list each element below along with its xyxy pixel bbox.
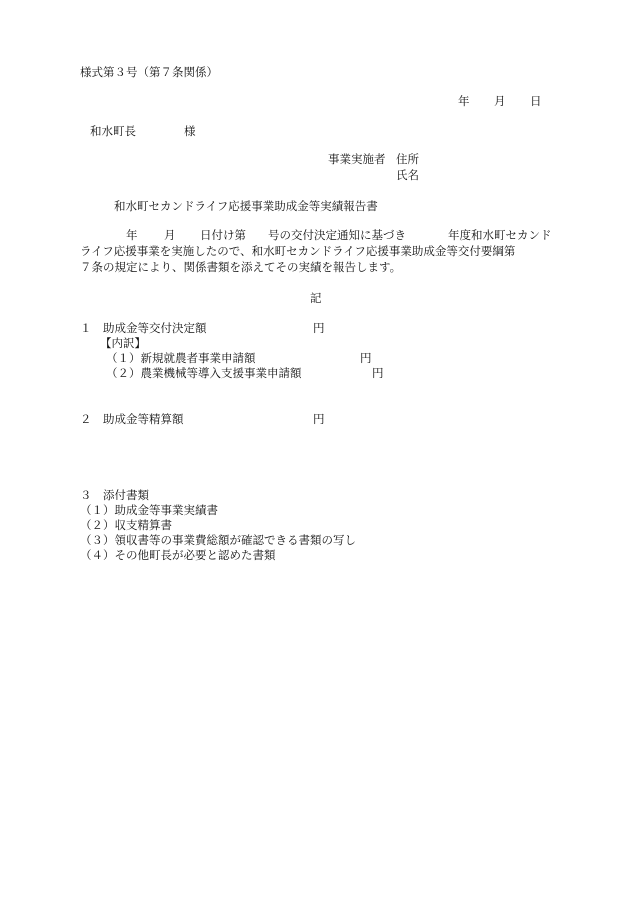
body-number-suffix: 号の交付決定通知に基づき bbox=[268, 228, 406, 242]
section-2-yen: 円 bbox=[313, 412, 325, 426]
attachment-item-2: （２）収支精算書 bbox=[80, 518, 172, 532]
breakdown-item-1-yen: 円 bbox=[360, 351, 372, 365]
applicant-name-label: 氏名 bbox=[396, 168, 419, 182]
section-3-label: ３ 添付書類 bbox=[80, 488, 149, 502]
body-line-2: ライフ応援事業を実施したので、和水町セカンドライフ応援事業助成金等交付要綱第 bbox=[80, 244, 516, 258]
breakdown-label: 【内訳】 bbox=[100, 336, 146, 350]
form-number: 様式第３号（第７条関係） bbox=[80, 65, 218, 79]
section-2-label: ２ 助成金等精算額 bbox=[80, 412, 184, 426]
body-month: 月 bbox=[164, 228, 176, 242]
date-year: 年 bbox=[458, 94, 470, 108]
attachment-item-1: （１）助成金等事業実績書 bbox=[80, 503, 218, 517]
applicant-role: 事業実施者 bbox=[328, 152, 386, 166]
breakdown-item-1-label: （１）新規就農者事業申請額 bbox=[106, 351, 256, 365]
body-day-prefix: 日付け第 bbox=[200, 228, 246, 242]
date-day: 日 bbox=[530, 94, 542, 108]
body-line-3: ７条の規定により、関係書類を添えてその実績を報告します。 bbox=[80, 260, 402, 274]
applicant-address-label: 住所 bbox=[396, 152, 419, 166]
attachment-item-4: （４）その他町長が必要と認めた書類 bbox=[80, 548, 276, 562]
ki-heading: 記 bbox=[310, 291, 322, 305]
breakdown-item-2-label: （２）農業機械等導入支援事業申請額 bbox=[106, 366, 302, 380]
date-month: 月 bbox=[494, 94, 506, 108]
breakdown-item-2-yen: 円 bbox=[372, 366, 384, 380]
section-1-yen: 円 bbox=[313, 321, 325, 335]
body-fiscal-year: 年度和水町セカンド bbox=[448, 228, 552, 242]
section-1-label: １ 助成金等交付決定額 bbox=[80, 321, 207, 335]
addressee-honorific: 様 bbox=[184, 124, 196, 138]
attachment-item-3: （３）領収書等の事業費総額が確認できる書類の写し bbox=[80, 533, 356, 547]
document-title: 和水町セカンドライフ応援事業助成金等実績報告書 bbox=[114, 199, 378, 213]
body-year: 年 bbox=[126, 228, 138, 242]
addressee-name: 和水町長 bbox=[90, 124, 136, 138]
